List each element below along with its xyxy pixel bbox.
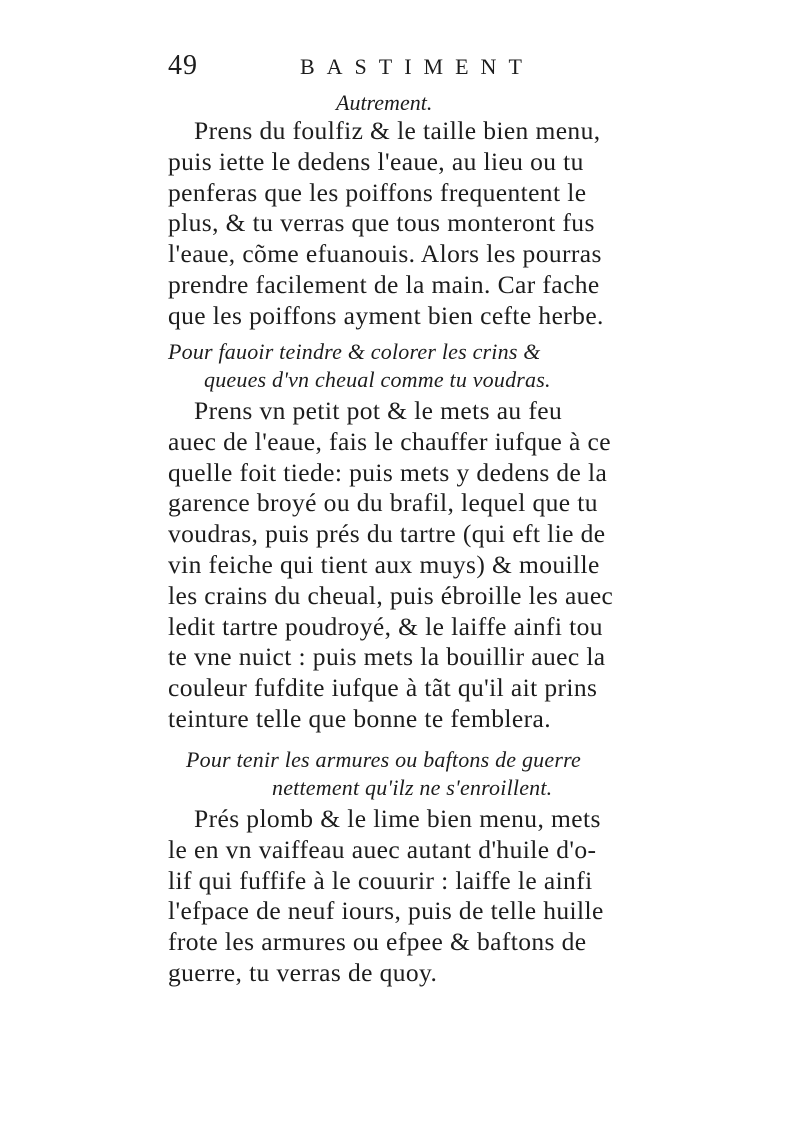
running-head: BASTIMENT <box>300 54 534 79</box>
text-line: prendre facilement de la main. Car fache <box>168 269 600 299</box>
text-line: garence broyé ou du brafil, lequel que tu <box>168 488 598 518</box>
section-heading-horse-dye <box>168 338 668 394</box>
text-line: frote les armures ou efpee & baftons de <box>168 927 587 957</box>
text-line: guerre, tu verras de quoy. <box>168 957 438 987</box>
text-line: le en vn vaiffeau auec autant d'huile d'o- <box>168 834 597 864</box>
text-line: l'efpace de neuf iours, puis de telle huille <box>168 896 604 926</box>
heading-line: nettement qu'ilz ne s'enroillent. <box>272 775 553 800</box>
heading-line: Pour tenir les armures ou baftons de guerre <box>186 747 581 772</box>
text-line: que les poiffons ayment bien cefte herbe. <box>168 300 604 330</box>
text-line: voudras, puis prés du tartre (qui eft lie de <box>168 519 606 549</box>
text-line: couleur fufdite iufque à tãt qu'il ait prins <box>168 673 598 703</box>
heading-line: queues d'vn cheual comme tu voudras. <box>204 367 551 392</box>
text-line: auec de l'eaue, fais le chauffer iufque à ce <box>168 426 611 456</box>
heading-line: Pour fauoir teindre & colorer les crins & <box>168 339 541 364</box>
text-line: Prens vn petit pot & le mets au feu <box>194 396 563 425</box>
text-line: te vne nuict : puis mets la bouillir auec la <box>168 642 606 672</box>
text-line: plus, & tu verras que tous monteront fus <box>168 208 595 238</box>
section-fish-text <box>168 116 668 332</box>
text-line: Prés plomb & le lime bien menu, mets <box>194 804 601 833</box>
section-heading-armour <box>168 746 668 802</box>
text-line: quelle foit tiede: puis mets y dedens de la <box>168 457 608 487</box>
section-armour-text <box>168 804 668 989</box>
text-line: penferas que les poiffons frequentent le <box>168 177 587 207</box>
text-line: Prens du foulfiz & le taille bien menu, <box>194 116 601 145</box>
text-line: puis iette le dedens l'eaue, au lieu ou tu <box>168 146 584 176</box>
page-header <box>168 50 534 90</box>
section-horse-dye-text <box>168 396 668 735</box>
text-line: lif qui fuffife à le couurir : laiffe le ainfi <box>168 865 593 895</box>
text-line: teinture telle que bonne te femblera. <box>168 703 551 733</box>
text-line: les crains du cheual, puis ébroille les auec <box>168 580 614 610</box>
text-line: l'eaue, cõme efuanouis. Alors les pourras <box>168 239 602 269</box>
text-line: ledit tartre poudroyé, & le laiffe ainfi tou <box>168 611 603 641</box>
section-heading-autrement: Autrement. <box>336 90 433 115</box>
text-line: vin feiche qui tient aux muys) & mouille <box>168 549 600 579</box>
page-number: 49 <box>168 50 198 81</box>
